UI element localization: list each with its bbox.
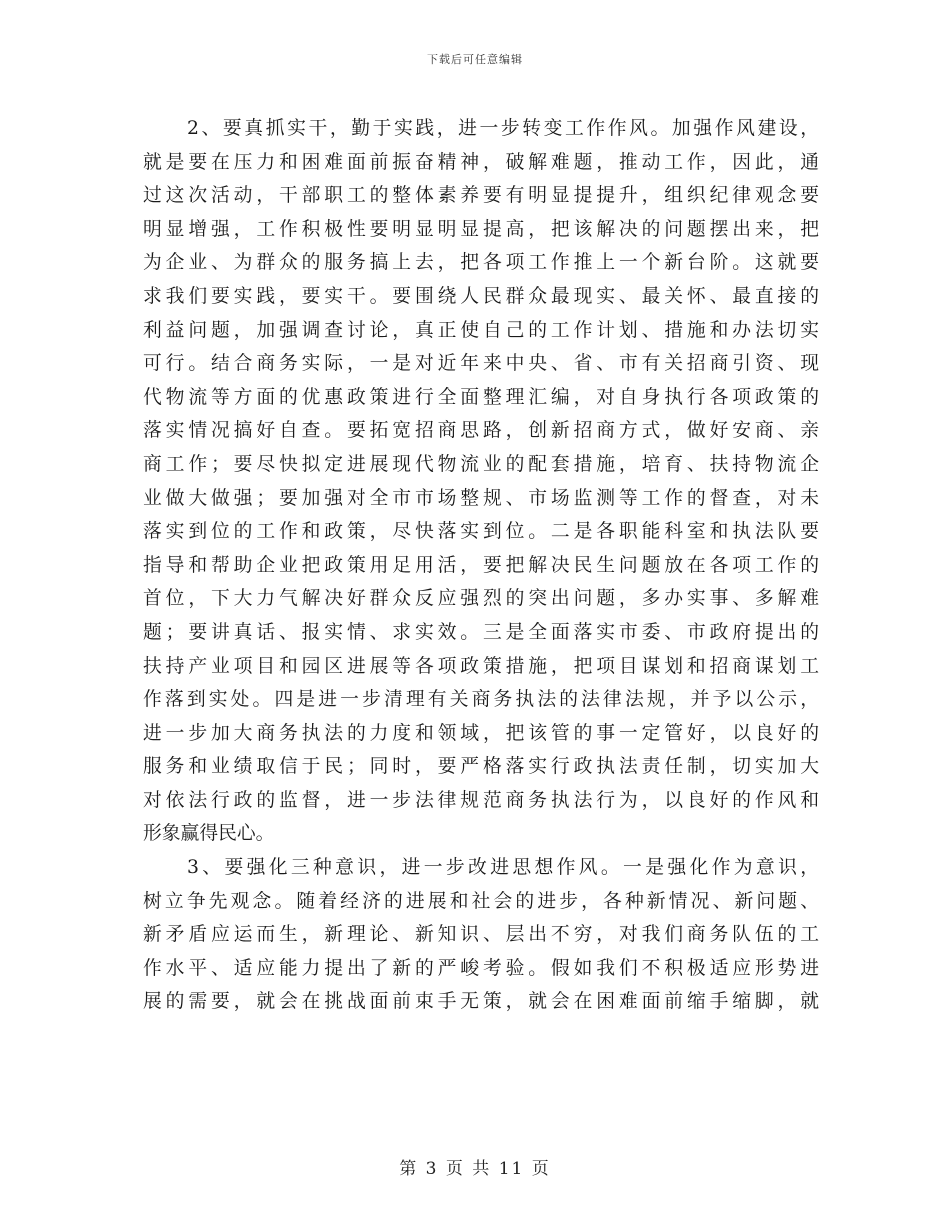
paragraph-line: 就是要在压力和困难面前振奋精神，破解难题，推动工作，因此，通 bbox=[143, 151, 819, 173]
paragraph-line: 利益问题，加强调查讨论，真正使自己的工作计划、措施和办法切实 bbox=[143, 319, 819, 341]
paragraph-line: 首位，下大力气解决好群众反应强烈的突出问题，多办实事、多解难 bbox=[143, 588, 819, 610]
paragraph-line: 进一步加大商务执法的力度和领域，把该管的事一定管好，以良好的 bbox=[143, 722, 819, 744]
paragraph-line: 落实到位的工作和政策，尽快落实到位。二是各职能科室和执法队要 bbox=[143, 521, 819, 543]
paragraph-line: 题；要讲真话、报实情、求实效。三是全面落实市委、市政府提出的 bbox=[143, 621, 819, 643]
paragraph-line: 2、要真抓实干，勤于实践，进一步转变工作作风。加强作风建设， bbox=[187, 118, 819, 139]
page-header: 下载后可任意编辑 bbox=[427, 53, 523, 66]
paragraph-line: 明显增强，工作积极性要明显明显提高，把该解决的问题摆出来，把 bbox=[143, 218, 819, 240]
paragraph-line: 3、要强化三种意识，进一步改进思想作风。一是强化作为意识， bbox=[187, 857, 819, 879]
paragraph-line: 作水平、适应能力提出了新的严峻考验。假如我们不积极适应形势进 bbox=[143, 957, 819, 979]
paragraph-line: 扶持产业项目和园区进展等各项政策措施，把项目谋划和招商谋划工 bbox=[143, 655, 819, 677]
paragraph-line: 代物流等方面的优惠政策进行全面整理汇编，对自身执行各项政策的 bbox=[143, 386, 819, 408]
document-body bbox=[143, 112, 819, 1019]
paragraph-line: 树立争先观念。随着经济的进展和社会的进步，各种新情况、新问题、 bbox=[143, 890, 819, 912]
paragraph-line: 形象赢得民心。 bbox=[143, 823, 275, 845]
paragraph-line: 展的需要，就会在挑战面前束手无策，就会在困难面前缩手缩脚，就 bbox=[143, 991, 819, 1013]
paragraph-line: 过这次活动，干部职工的整体素养要有明显提提升，组织纪律观念要 bbox=[143, 185, 819, 207]
paragraph-line: 业做大做强；要加强对全市市场整规、市场监测等工作的督查，对未 bbox=[143, 487, 819, 509]
paragraph-line: 作落到实处。四是进一步清理有关商务执法的法律法规，并予以公示， bbox=[143, 689, 819, 711]
paragraph-line: 求我们要实践，要实干。要围绕人民群众最现实、最关怀、最直接的 bbox=[143, 285, 819, 307]
paragraph-line: 新矛盾应运而生，新理论、新知识、层出不穷，对我们商务队伍的工 bbox=[143, 924, 819, 946]
paragraph-line: 落实情况搞好自查。要拓宽招商思路，创新招商方式，做好安商、亲 bbox=[143, 420, 819, 442]
paragraph-line: 为企业、为群众的服务搞上去，把各项工作推上一个新台阶。这就要 bbox=[143, 252, 819, 274]
paragraph-line: 可行。结合商务实际，一是对近年来中央、省、市有关招商引资、现 bbox=[143, 353, 819, 375]
page-number: 第 3 页 共 11 页 bbox=[399, 1159, 551, 1179]
paragraph-line: 对依法行政的监督，进一步法律规范商务执法行为，以良好的作风和 bbox=[143, 789, 819, 811]
paragraph-line: 商工作；要尽快拟定进展现代物流业的配套措施，培育、扶持物流企 bbox=[143, 453, 819, 475]
paragraph-line: 服务和业绩取信于民；同时，要严格落实行政执法责任制，切实加大 bbox=[143, 756, 819, 778]
paragraph-line: 指导和帮助企业把政策用足用活，要把解决民生问题放在各项工作的 bbox=[143, 554, 819, 576]
